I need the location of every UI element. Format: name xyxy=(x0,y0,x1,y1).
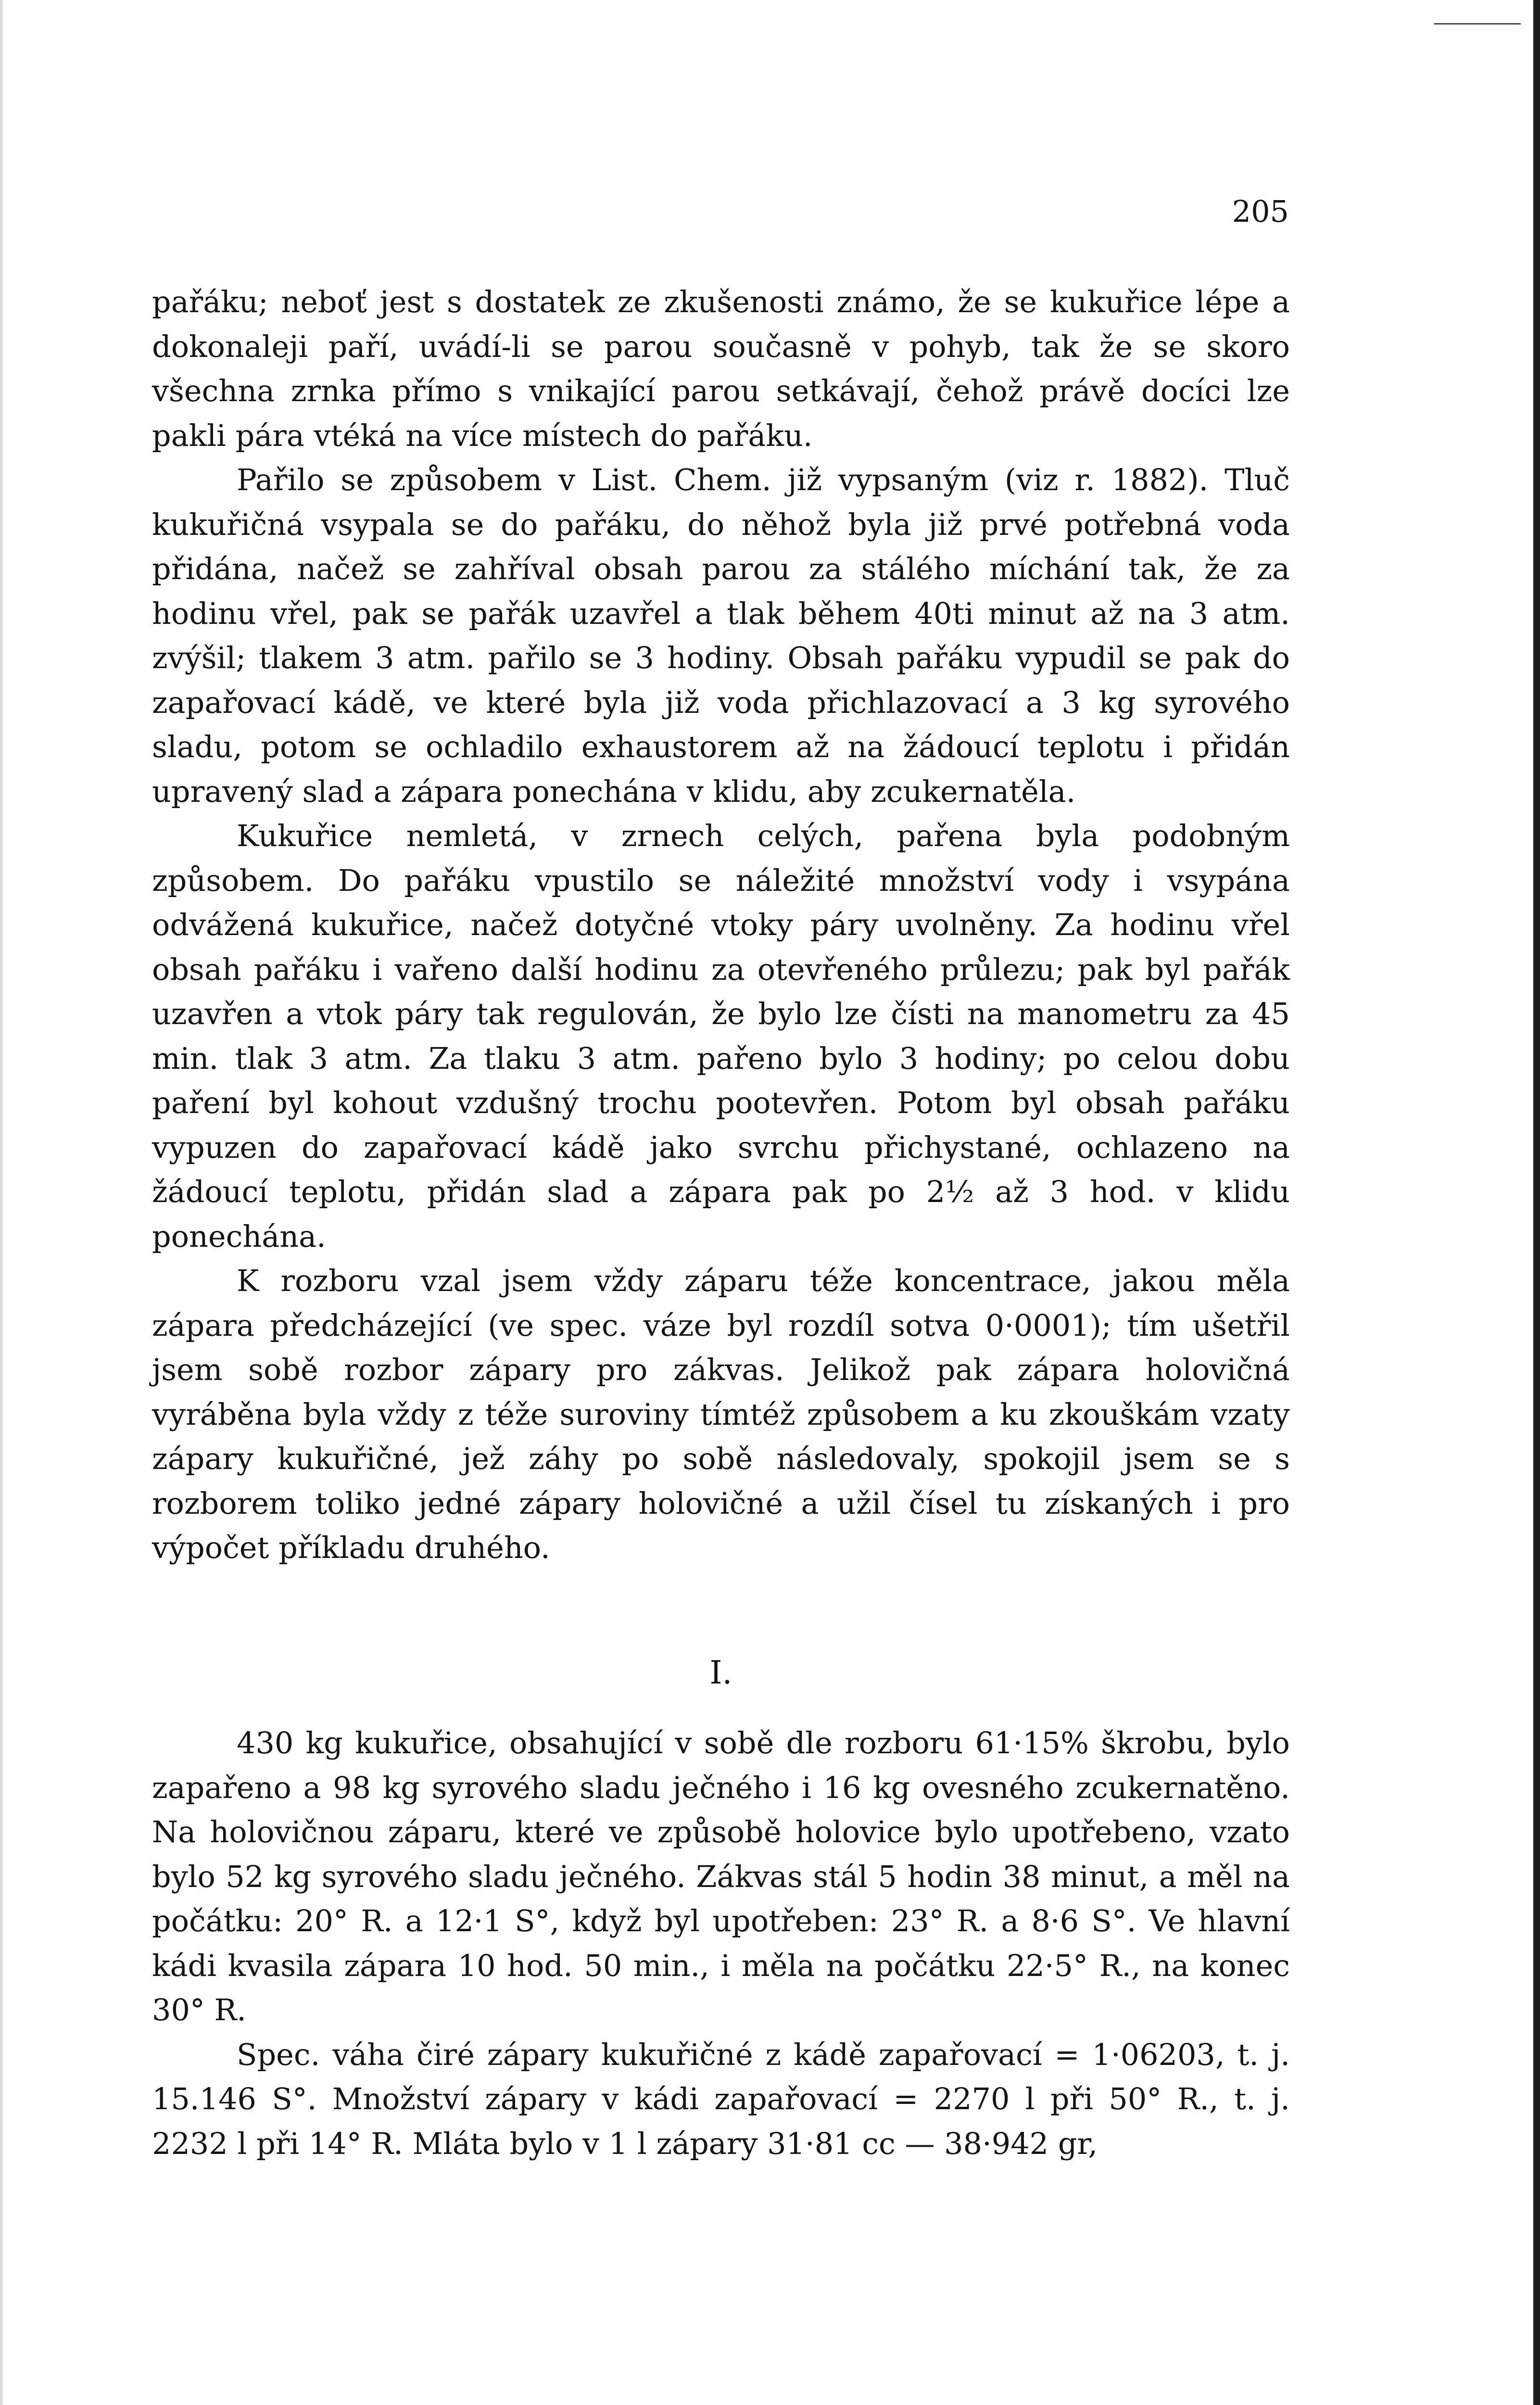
body-text-before-heading xyxy=(152,280,1290,1570)
paragraph: Pařilo se způsobem v List. Chem. již vypsaným (viz r. 1882). Tluč kukuřičná vsypala se do pařáku, do něhož byla již prvé potřebná voda přidána, načež se zahříval obsah parou za stálého míchání tak, že za hodinu vřel, pak se pařák uzavřel a tlak během 40ti minut až na 3 atm. zvýšil; tlakem 3 atm. pařilo se 3 hodiny. Obsah pařáku vypudil se pak do zapařovací kádě, ve které byla již voda přichlazovací a 3 kg syrového sladu, potom se ochladilo exhaustorem až na žádoucí teplotu i přidán upravený slad a zápara ponechána v klidu, aby zcukernatěla. xyxy=(152,462,1290,809)
paragraph: pařáku; neboť jest s dostatek ze zkušenosti známo, že se kukuřice lépe a dokonaleji paří, uvádí-li se parou současně v pohyb, tak že se skoro všechna zrnka přímo s vnikající parou setkávají, čehož právě docíci lze pakli pára vtéká na více místech do pařáku. xyxy=(152,284,1290,453)
scan-corner-mark xyxy=(1434,23,1521,25)
page-number: 205 xyxy=(1232,194,1289,229)
paragraph: Spec. váha čiré zápary kukuřičné z kádě zapařovací = 1·06203, t. j. 15.146 S°. Množství zápary v kádi zapařovací = 2270 l při 50° R., t. j. 2232 l při 14° R. Mláta bylo v 1 l zápary 31·81 cc — 38·942 gr, xyxy=(152,2037,1290,2161)
body-text-after-heading xyxy=(152,1721,1290,2166)
paragraph: 430 kg kukuřice, obsahující v sobě dle rozboru 61·15% škrobu, bylo zapařeno a 98 kg syrového sladu ječného i 16 kg ovesného zcukernatěno. Na holovičnou záparu, které ve způsobě holovice bylo upotřebeno, vzato bylo 52 kg syrového sladu ječného. Zákvas stál 5 hodin 38 minut, a měl na počátku: 20° R. a 12·1 S°, když byl upotřeben: 23° R. a 8·6 S°. Ve hlavní kádi kvasila zápara 10 hod. 50 min., i měla na počátku 22·5° R., na konec 30° R. xyxy=(152,1725,1290,2027)
section-heading: I. xyxy=(709,1654,732,1691)
paragraph: K rozboru vzal jsem vždy záparu téže koncentrace, jakou měla zápara předcházející (ve spec. váze byl rozdíl sotva 0·0001); tím ušetřil jsem sobě rozbor zápary pro zákvas. Jelikož pak zápara holovičná vyráběna byla vždy z téže suroviny tímtéž způsobem a ku zkouškám vzaty zápary kukuřičné, jež záhy po sobě následovaly, spokojil jsem se s rozborem toliko jedné zápary holovičné a užil čísel tu získaných i pro výpočet příkladu druhého. xyxy=(152,1263,1290,1565)
paragraph: Kukuřice nemletá, v zrnech celých, pařena byla podobným způsobem. Do pařáku vpustilo se náležité množství vody i vsypána odvážená kukuřice, načež dotyčné vtoky páry uvolněny. Za hodinu vřel obsah pařáku i vařeno další hodinu za otevřeného průlezu; pak byl pařák uzavřen a vtok páry tak regulován, že bylo lze čísti na manometru za 45 min. tlak 3 atm. Za tlaku 3 atm. pařeno bylo 3 hodiny; po celou dobu paření byl kohout vzdušný trochu pootevřen. Potom byl obsah pařáku vypuzen do zapařovací kádě jako svrchu přichystané, ochlazeno na žádoucí teplotu, přidán slad a zápara pak po 2½ až 3 hod. v klidu ponechána. xyxy=(152,818,1290,1254)
scan-right-edge xyxy=(1533,0,1540,2405)
scan-left-edge xyxy=(0,0,3,2405)
